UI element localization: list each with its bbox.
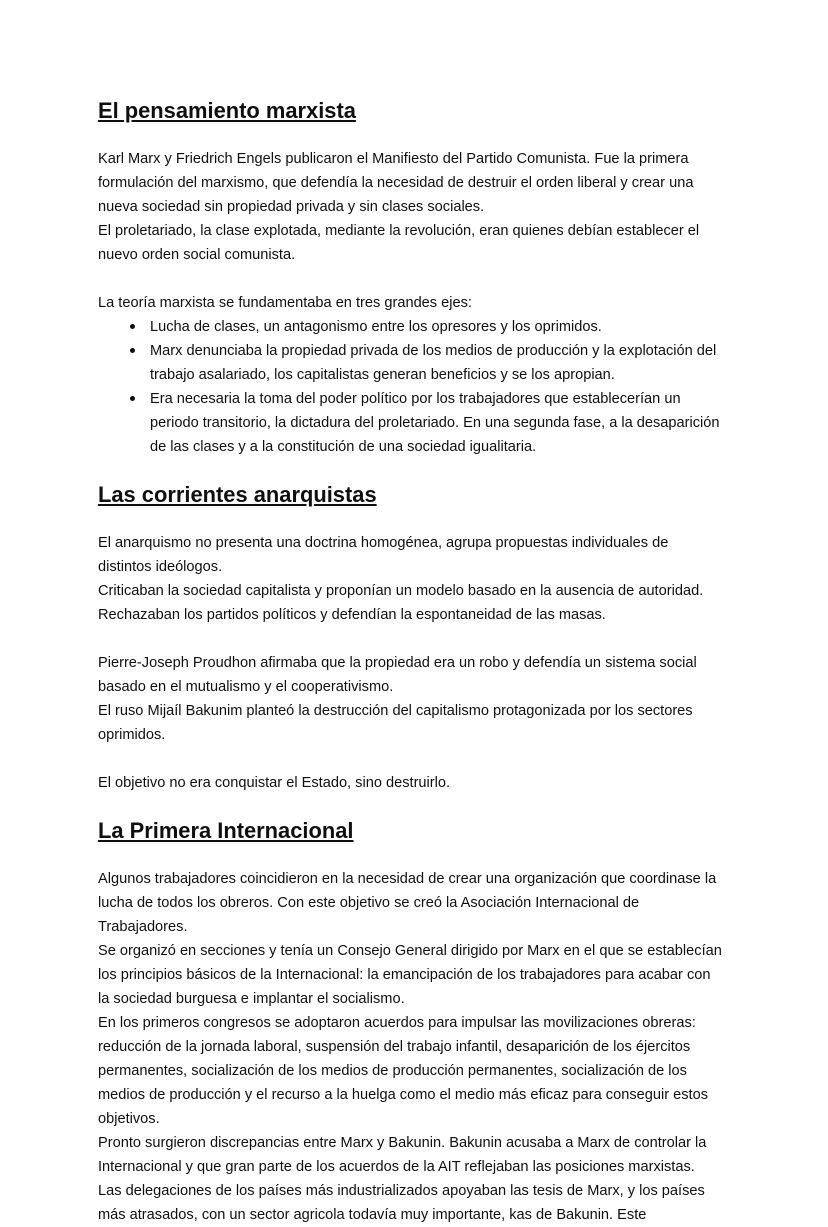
paragraph-internacional-3: En los primeros congresos se adoptaron acuerdos para impulsar las movilizaciones obreras: reducción de la jornada laboral, suspensión del trabajo infantil, desaparición de los éjercitos permanentes, socialización de los medios de producción permanentes, socialización de los medios de producción y el recurso a la huelga como el medio más eficaz para conseguir estos objetivos. bbox=[98, 1015, 713, 1127]
paragraph-internacional-2: Se organizó en secciones y tenía un Consejo General dirigido por Marx en el que se establecían los principios básicos de la Internacional: la emancipación de los trabajadores para acabar con la sociedad burguesa e implantar el socialismo. bbox=[98, 943, 726, 1007]
paragraph-anarquismo-5: El objetivo no era conquistar el Estado, sino destruirlo. bbox=[98, 775, 451, 791]
paragraph-spacer bbox=[98, 627, 724, 651]
section-heading-primera-internacional: La Primera Internacional bbox=[98, 818, 354, 843]
paragraph-spacer bbox=[98, 747, 724, 771]
paragraph-spacer bbox=[98, 459, 724, 483]
paragraph-marxismo-2: El proletariado, la clase explotada, mediante la revolución, eran quienes debían establecer el nuevo orden social comunista. bbox=[98, 223, 704, 263]
paragraph-spacer bbox=[98, 267, 724, 291]
section-heading-anarquismo: Las corrientes anarquistas bbox=[98, 482, 377, 507]
paragraph-spacer bbox=[98, 843, 724, 867]
list-item-text: Lucha de clases, un antagonismo entre los opresores y los oprimidos. bbox=[150, 319, 602, 335]
paragraph-internacional-5: Las delegaciones de los países más industrializados apoyaban las tesis de Marx, y los países más atrasados, con un sector agricola todavía muy importante, kas de Bakunin. Este bbox=[98, 1183, 709, 1223]
bullet-dot-icon bbox=[130, 324, 135, 329]
section-heading-marxismo: El pensamiento marxista bbox=[98, 98, 356, 123]
list-item bbox=[98, 387, 724, 459]
paragraph-anarquismo-1: El anarquismo no presenta una doctrina homogénea, agrupa propuestas individuales de distintos ideólogos. bbox=[98, 535, 673, 575]
paragraph-anarquismo-2: Criticaban la sociedad capitalista y proponían un modelo basado en la ausencia de autoridad. Rechazaban los partidos políticos y defendían la espontaneidad de las masas. bbox=[98, 583, 708, 623]
paragraph-anarquismo-4: El ruso Mijaíl Bakunim planteó la destrucción del capitalismo protagonizada por los sectores oprimidos. bbox=[98, 703, 697, 743]
paragraph-internacional-4: Pronto surgieron discrepancias entre Marx y Bakunin. Bakunin acusaba a Marx de controlar la Internacional y que gran parte de los acuerdos de la AIT reflejaban las posiciones marxistas. bbox=[98, 1135, 711, 1175]
bullet-dot-icon bbox=[130, 396, 135, 401]
list-item-text: Era necesaria la toma del poder político por los trabajadores que establecerían un periodo transitorio, la dictadura del proletariado. En una segunda fase, a la desaparición de las clases y a la constitución de una sociedad igualitaria. bbox=[150, 391, 720, 455]
bullet-list-marxismo bbox=[98, 315, 724, 459]
paragraph-marxismo-1: Karl Marx y Friedrich Engels publicaron el Manifiesto del Partido Comunista. Fue la primera formulación del marxismo, que defendía la necesidad de destruir el orden liberal y crear una nueva sociedad sin propiedad privada y sin clases sociales. bbox=[98, 151, 698, 215]
paragraph-internacional-1: Algunos trabajadores coincidieron en la necesidad de crear una organización que coordinase la lucha de todos los obreros. Con este objetivo se creó la Asociación Internacional de Trabajadores. bbox=[98, 871, 721, 935]
bullet-dot-icon bbox=[130, 348, 135, 353]
paragraph-anarquismo-3: Pierre-Joseph Proudhon afirmaba que la propiedad era un robo y defendía un sistema social basado en el mutualismo y el cooperativismo. bbox=[98, 655, 701, 695]
list-item bbox=[98, 339, 724, 387]
paragraph-spacer bbox=[98, 507, 724, 531]
paragraph-spacer bbox=[98, 123, 724, 147]
document-text-body bbox=[98, 99, 724, 1227]
list-item-text: Marx denunciaba la propiedad privada de los medios de producción y la explotación del trabajo asalariado, los capitalistas generan beneficios y se los apropian. bbox=[150, 343, 717, 383]
list-item bbox=[98, 315, 724, 339]
list-intro-marxismo: La teoría marxista se fundamentaba en tres grandes ejes: bbox=[98, 295, 472, 311]
paragraph-spacer bbox=[98, 795, 724, 819]
